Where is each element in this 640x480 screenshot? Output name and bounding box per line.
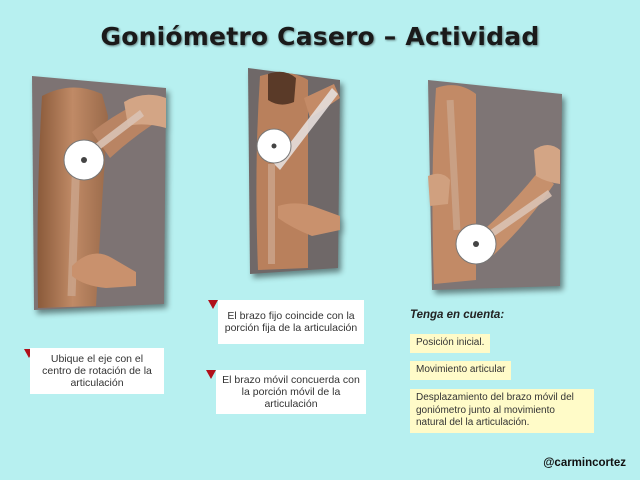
author-credit: @carmincortez — [543, 457, 626, 469]
marker-triangle-icon — [206, 370, 216, 379]
page-title: Goniómetro Casero – Actividad — [100, 22, 540, 51]
caption-mobile-arm: El brazo móvil concuerda con la porción móvil de la articulación — [216, 370, 366, 414]
note-joint-movement: Movimiento articular — [410, 361, 511, 380]
caption-axis: Ubique el eje con el centro de rotación de la articulación — [30, 348, 164, 394]
marker-triangle-icon — [208, 300, 218, 309]
note-initial-position: Posición inicial. — [410, 334, 490, 353]
goniometer-photo-2 — [248, 68, 340, 274]
notes-heading: Tenga en cuenta: — [410, 309, 505, 321]
note-mobile-arm-displacement: Desplazamiento del brazo móvil del goniómetro junto al movimiento natural del la articulación. — [410, 389, 594, 433]
goniometer-photo-1 — [32, 76, 168, 310]
caption-fixed-arm: El brazo fijo coincide con la porción fija de la articulación — [218, 300, 364, 344]
goniometer-photo-3 — [428, 80, 564, 290]
